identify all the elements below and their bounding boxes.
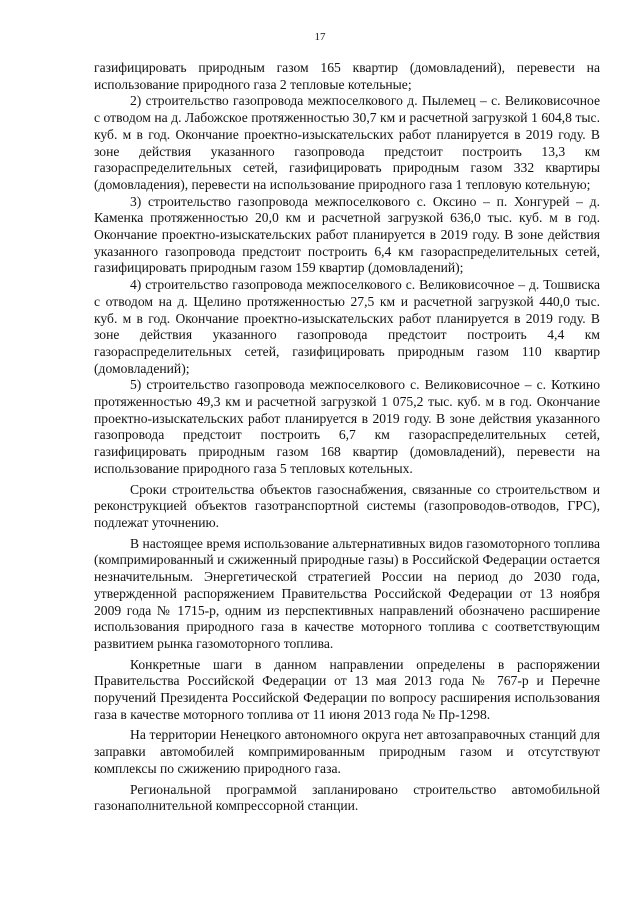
page-number: 17 [314, 31, 326, 43]
paragraph-5: 5) строительство газопровода межпоселкового с. Великовисочное – с. Коткино протяженностью 49,3 км и расчетной загрузкой 1 075,2 тыс. куб. м в год. Окончание проектно-изыскательских работ планируется в 2019 году. В зоне действия указанного газопровода предстоит построить 6,7 км газораспределительных сетей, газифицировать природным газом 168 квартир (домовладений), перевести на использование природного газа 5 тепловых котельных. [94, 377, 600, 476]
paragraph-9: На территории Ненецкого автономного округа нет автозаправочных станций для заправки автомобилей компримированным природным газом и отсутствуют комплексы по сжижению природного газа. [94, 727, 600, 776]
paragraph-8: Конкретные шаги в данном направлении определены в распоряжении Правительства Российской Федерации от 13 мая 2013 года № 767-р и Перечне поручений Президента Российской Федерации по вопросу расширения использования газа в качестве моторного топлива от 11 июня 2013 года № Пр-1298. [94, 656, 600, 722]
document-body [94, 60, 600, 815]
paragraph-2: 2) строительство газопровода межпоселкового д. Пылемец – с. Великовисочное с отводом на д. Лабожское протяженностью 30,7 км и расчетной загрузкой 1 604,8 тыс. куб. м в год. Окончание проектно-изыскательских работ планируется в 2019 году. В зоне действия указанного газопровода предстоит построить 13,3 км газораспределительных сетей, газифицировать природным газом 332 квартиры (домовладения), перевести на использование природного газа 1 тепловую котельную; [94, 93, 600, 192]
paragraph-10: Региональной программой запланировано строительство автомобильной газонаполнительной компрессорной станции. [94, 781, 600, 814]
paragraph-3: 3) строительство газопровода межпоселкового с. Оксино – п. Хонгурей – д. Каменка протяженностью 20,0 км и расчетной загрузкой 636,0 тыс. куб. м в год. Окончание проектно-изыскательских работ планируется в 2019 году. В зоне действия указанного газопровода предстоит построить 6,4 км газораспределительных сетей, газифицировать природным газом 159 квартир (домовладений); [94, 193, 600, 276]
paragraph-6: Сроки строительства объектов газоснабжения, связанные со строительством и реконструкцией объектов газотранспортной системы (газопроводов-отводов, ГРС), подлежат уточнению. [94, 481, 600, 530]
paragraph-4: 4) строительство газопровода межпоселкового с. Великовисочное – д. Тошвиска с отводом на д. Щелино протяженностью 27,5 км и расчетной загрузкой 440,0 тыс. куб. м в год. Окончание проектно-изыскательских работ планируется в 2019 году. В зоне действия указанного газопровода предстоит построить 4,4 км газораспределительных сетей, газифицировать природным газом 110 квартир (домовладений); [94, 277, 600, 376]
paragraph-7: В настоящее время использование альтернативных видов газомоторного топлива (компримированный и сжиженный природные газы) в Российской Федерации остается незначительным. Энергетической стратегией России на период до 2030 года, утвержденной распоряжением Правительства Российской Федерации от 13 ноября 2009 года № 1715-р, одним из перспективных направлений обозначено расширение использования природного газа в качестве моторного топлива с соответствующим развитием рынка газомоторного топлива. [94, 535, 600, 651]
paragraph-1: газифицировать природным газом 165 квартир (домовладений), перевести на использование природного газа 2 тепловые котельные; [94, 60, 600, 92]
